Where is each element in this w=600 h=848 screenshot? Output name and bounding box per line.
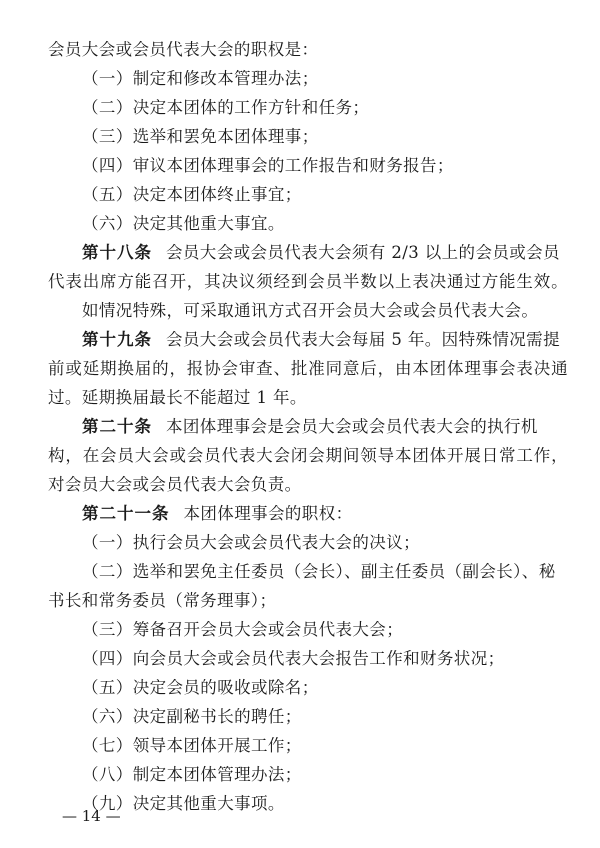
list-item: （一）制定和修改本管理办法； bbox=[82, 69, 319, 88]
list-item: （一）执行会员大会或会员代表大会的决议； bbox=[82, 533, 420, 552]
article-text: 会员大会或会员代表大会须有 2/3 以上的会员或会员 bbox=[166, 243, 560, 262]
list-item: （六）决定副秘书长的聘任； bbox=[82, 707, 302, 726]
list-item: （七）领导本团体开展工作； bbox=[82, 736, 302, 755]
article-heading: 第二十一条 bbox=[82, 504, 170, 523]
list-item-continuation: 书长和常务委员（常务理事）； bbox=[48, 591, 277, 610]
list-item: （八）制定本团体管理办法； bbox=[82, 765, 302, 784]
article-18-first-line bbox=[82, 239, 568, 267]
article-20-first-line bbox=[82, 413, 568, 441]
text-line: 前或延期换届的，报协会审查、批准同意后，由本团体理事会表决通 bbox=[48, 359, 568, 378]
list-item: （三）选举和罢免本团体理事； bbox=[82, 127, 319, 146]
text-line: 过。延期换届最长不能超过 1 年。 bbox=[48, 388, 307, 407]
list-item: （四）审议本团体理事会的工作报告和财务报告； bbox=[82, 156, 454, 175]
page-number: — 14 — bbox=[62, 807, 121, 825]
list-item: （九）决定其他重大事项。 bbox=[82, 794, 285, 813]
list-item: （五）决定会员的吸收或除名； bbox=[82, 678, 319, 697]
list-item: （二）决定本团体的工作方针和任务； bbox=[82, 98, 370, 117]
article-19-first-line bbox=[82, 326, 568, 354]
text-line: 如情况特殊，可采取通讯方式召开会员大会或会员代表大会。 bbox=[82, 301, 539, 320]
article-text: 本团体理事会的职权： bbox=[183, 504, 353, 523]
text-line: 构，在会员大会或会员代表大会闭会期间领导本团体开展日常工作， bbox=[48, 446, 568, 465]
list-item: （二）选举和罢免主任委员（会长）、副主任委员（副会长）、秘 bbox=[82, 562, 556, 581]
text-line: 代表出席方能召开，其决议须经到会员半数以上表决通过方能生效。 bbox=[48, 272, 568, 291]
article-21-first-line bbox=[82, 500, 568, 528]
article-text: 会员大会或会员代表大会每届 5 年。因特殊情况需提 bbox=[166, 330, 560, 349]
list-item: （四）向会员大会或会员代表大会报告工作和财务状况； bbox=[82, 649, 505, 668]
article-heading: 第十八条 bbox=[82, 243, 152, 262]
list-item: （六）决定其他重大事宜。 bbox=[82, 214, 285, 233]
list-item: （三）筹备召开会员大会或会员代表大会； bbox=[82, 620, 404, 639]
list-item: （五）决定本团体终止事宜； bbox=[82, 185, 302, 204]
text-line: 对会员大会或会员代表大会负责。 bbox=[48, 475, 302, 494]
article-heading: 第二十条 bbox=[82, 417, 152, 436]
text-line: 会员大会或会员代表大会的职权是： bbox=[48, 40, 319, 59]
article-text: 本团体理事会是会员大会或会员代表大会的执行机 bbox=[166, 417, 538, 436]
article-heading: 第十九条 bbox=[82, 330, 152, 349]
